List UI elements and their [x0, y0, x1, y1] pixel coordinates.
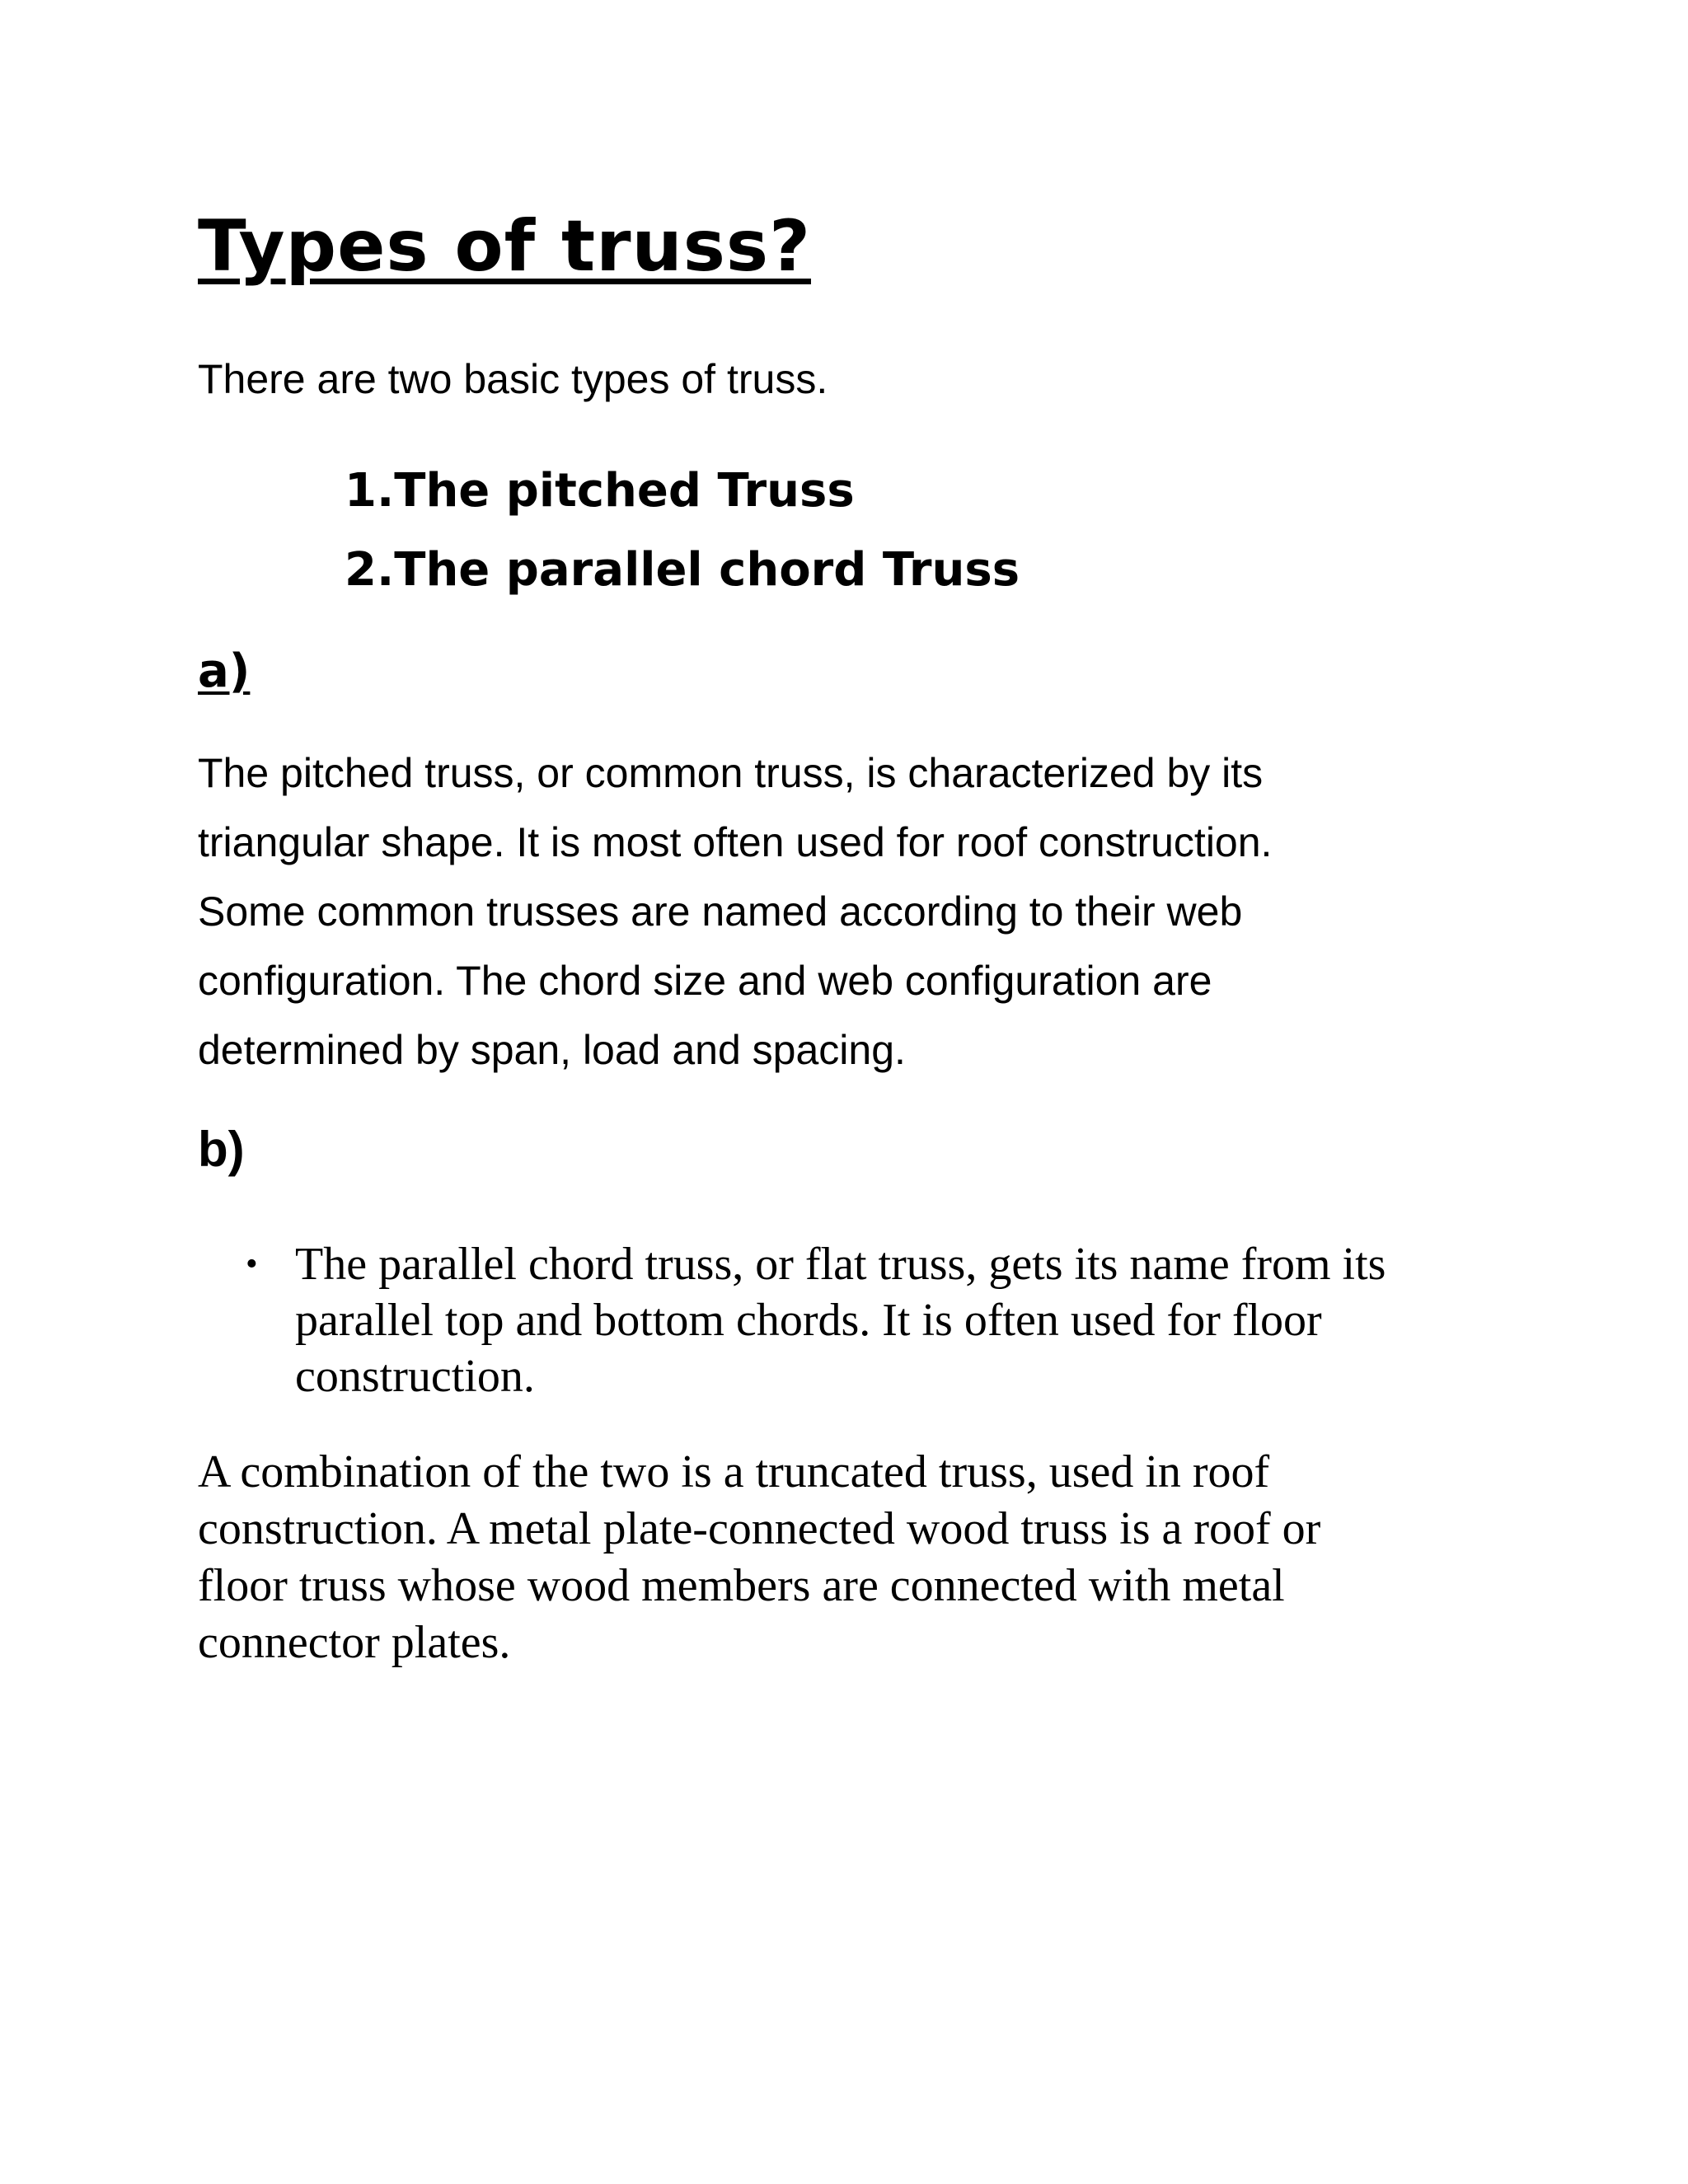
truss-types-list [345, 452, 1020, 610]
final-paragraph [198, 1444, 1533, 1671]
final-paragraph-line: A combination of the two is a truncated truss, used in roof [198, 1446, 1270, 1497]
truss-type-parallel-chord: 2.The parallel chord Truss [345, 543, 1020, 597]
bullet-line: construction. [295, 1351, 535, 1402]
final-paragraph-line: connector plates. [198, 1617, 511, 1668]
intro-text: There are two basic types of truss. [198, 356, 828, 402]
page-title: Types of truss? [198, 205, 811, 288]
section-a-line: configuration. The chord size and web configuration are [198, 958, 1212, 1004]
section-a-line: The pitched truss, or common truss, is characterized by its [198, 750, 1264, 796]
bullet-line: parallel top and bottom chords. It is often used for floor [295, 1295, 1322, 1346]
section-a-line: Some common trusses are named according to their web [198, 888, 1243, 935]
section-b-bullet-list [198, 1236, 1533, 1404]
section-a-line: determined by span, load and spacing. [198, 1027, 906, 1073]
final-paragraph-line: construction. A metal plate-connected wood truss is a roof or [198, 1503, 1321, 1554]
section-a-paragraph [198, 738, 1533, 1085]
section-b-heading: b) [198, 1122, 245, 1177]
truss-type-pitched: 1.The pitched Truss [345, 464, 855, 518]
bullet-icon: • [246, 1245, 258, 1283]
final-paragraph-line: floor truss whose wood members are connected with metal [198, 1560, 1285, 1611]
section-a-line: triangular shape. It is most often used for roof construction. [198, 819, 1273, 865]
bullet-line: The parallel chord truss, or flat truss, gets its name from its [295, 1239, 1386, 1290]
list-item [198, 1236, 1533, 1404]
section-a-heading: a) [198, 644, 251, 698]
